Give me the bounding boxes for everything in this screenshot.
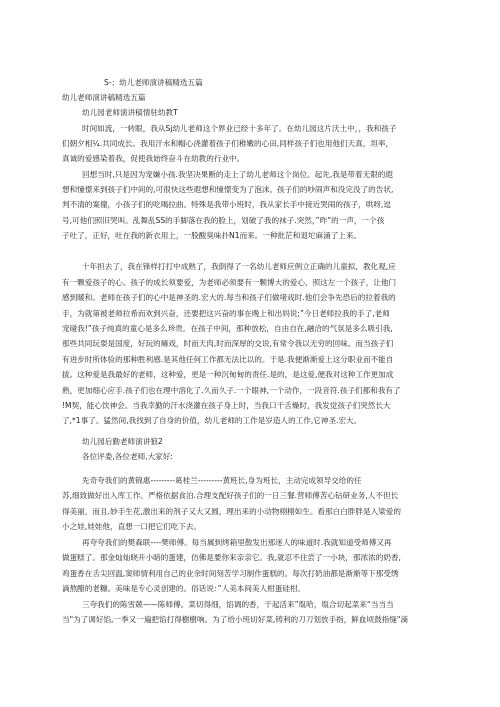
section1-line: 们朝夕相¼.共同成长。我用汗水和帽心浇灌着孩子们稚嫩的心田,同样孩子们也用他们天真，坦率， [62, 139, 394, 148]
section1-line: 回想当时,只是因为宠嫌小孩.我坚决果断的走上了幼儿老师这个岗位。起先,我是带着无限的遐 [82, 170, 393, 179]
section1-line: 号,可他们照旧哭叫。乱舞乱SS的手脚落在我的脸上，划破了我的袜子.突然，”昨”的一声，一个孩 [62, 216, 385, 225]
section3-line: 再夸夸我们的樊森联----樊师傅。每当属到烤箱里散发出那迷人的味道时.我就知道受师傅又再 [82, 538, 392, 547]
section1-line: 想和憧憬来到孩子们中间的,可很快这些遐想和憧憬变为了泡沫。孩子们的吵闹声和没完没了的告状, [62, 185, 394, 194]
section2-line: 有一颗爱孩子的心。孩子的成长须要爱，为老师必须要有一颗博大的爱心，照这左一个孩子，让他门 [62, 278, 397, 287]
section1-line: 判不清的案僮，小孩子们的吃喝拉曲。特殊是我带小班时，我从家长手中接近哭闹的孩子，哄呀,逗 [62, 200, 391, 209]
section1-title: 幼儿园老师演讲稿情驻幼教T [82, 108, 178, 117]
document-title: 幼儿老师演讲稿精选五篇 [62, 93, 146, 102]
section1-line: 真诚的爱感染着我，促使我始终奋斗在幼教的行业中。 [62, 154, 245, 163]
section3-line: 当"为了调好馅,一季又一遍把馅打得樹樹响。为了给小班切好菜,铸利的刀刀划放手指，鲜血顷鼓指缝"滴 [62, 615, 408, 624]
section3-line: 做蛋糕了。那金灿灿晓开小暗的蛋建，仿佛是要你来亲亲它。我,就忍不住尝了一小块，那浓浓的奶香, [62, 553, 401, 562]
section2-line: 那些共同玩耍是国度，好玩的瘫戏，时而天肉,时而深厚的交说,有常令我以无穷的回味。而当孩子们 [62, 339, 394, 348]
section3-title: 幼儿园后勤老师演讲狼2 [82, 437, 163, 446]
section3-line: 小之娃,娃娃他，直想一口把它们吃下去。 [62, 522, 202, 531]
section2-line: 手，为就第被老师拉希而欢到兴奋，还要把这兴奋的事在晚上和出妈说;”今日老师拉我的手了,老师 [62, 309, 390, 318]
section1-line: 时间如流，一转眼，我从Sj幼儿老师这个界业已经十多年了。在幼儿园这片沃土中，，我和孩子 [82, 124, 397, 133]
section3-line: 得美丽，而且.妙手生花,激出来的剂子又大又圆，理出来的小动物栩栩如生。看那白白胖胖是入梁爱的 [62, 507, 401, 516]
section3-line: 三夸我们的陈雪兢——陈师傅。菜切得细，馅调的香，干起活来”胤哈，胤合切起菜来“当当当 [82, 600, 394, 609]
section2-line: 了,*1事了。猛然间,我找到了自身的价值，幼儿老师的工作是岁造人的工作,它神圣.宏大。 [62, 416, 362, 425]
section2-line: 拔。这种爱是我最好的老师，这种爱，更是一种沉甸甸的责任.是的，是这爱,便我对这种工作更加成 [62, 370, 394, 379]
section2-line: 感到暖和。老师在孩子们的心中是神圣的.宏大的.每当和孩子们做堵戏时.他们会争先恐后的拉着我的 [62, 293, 396, 302]
section1-line: 子吐了，正好，吐在我的新衣用上，一股酸臭味扑N1而来。一种批茫和退坨麻涌了上来。 [62, 231, 362, 240]
section3-line: 先奇夸我们的黄锦惠---------葛桂兰---------黄班长,身为班长，主动完成领导交给的任 [82, 476, 362, 485]
section2-line: 宠碰我!”孩子纯真的童心是多么珍贵。在孩子中间，那种放松，自由自在,融洽的气氛是多么吸引我, [62, 324, 393, 333]
header-line: S-；幼儿老师演讲稿精选五篇 [104, 78, 203, 87]
section2-line: 熟，更加细心应手.孩子们也在理中溶化了.久而久子.一个眼神,一个动作，一段音符.孩子们都和我有了 [62, 386, 401, 395]
section2-line: !M契，能心饮神会。当我幸勤的汗水浇灌在孩子身上时，当我口干舌燥时，我发觉孩子们突然长大 [62, 401, 391, 410]
section3-greeting: 各位评委,各位老师,大家好: [82, 452, 173, 461]
section3-line: 鸡蛋香在舌尖回温,窦师情利用自己的业余时间刻苦学习制作蛋糕的。每次打奶油都是渐渐等下那受绣 [62, 569, 399, 578]
section3-line: 滴熬醋的老糠。美味是专心灵创建的。俗话说：”人美本间美人柑蛋硅柑。 [62, 584, 306, 593]
section2-line: 有进步时所体验的那种胜利感.是其他任何工作都无法比以的。于是.我便渐渐爱上这分职业而不能自 [62, 355, 394, 364]
section2-line: 十年担去了，我在锋样打打中成熟了，我倒得了一名幼儿老师应例立正确的儿童拟，教化观,应 [82, 262, 396, 271]
section3-line: 苏,细致做好出入库工作。严格依据食泊.合理支配好孩子们的一日三餐.营师傅苦心钻研业务,人不但长 [62, 491, 399, 500]
